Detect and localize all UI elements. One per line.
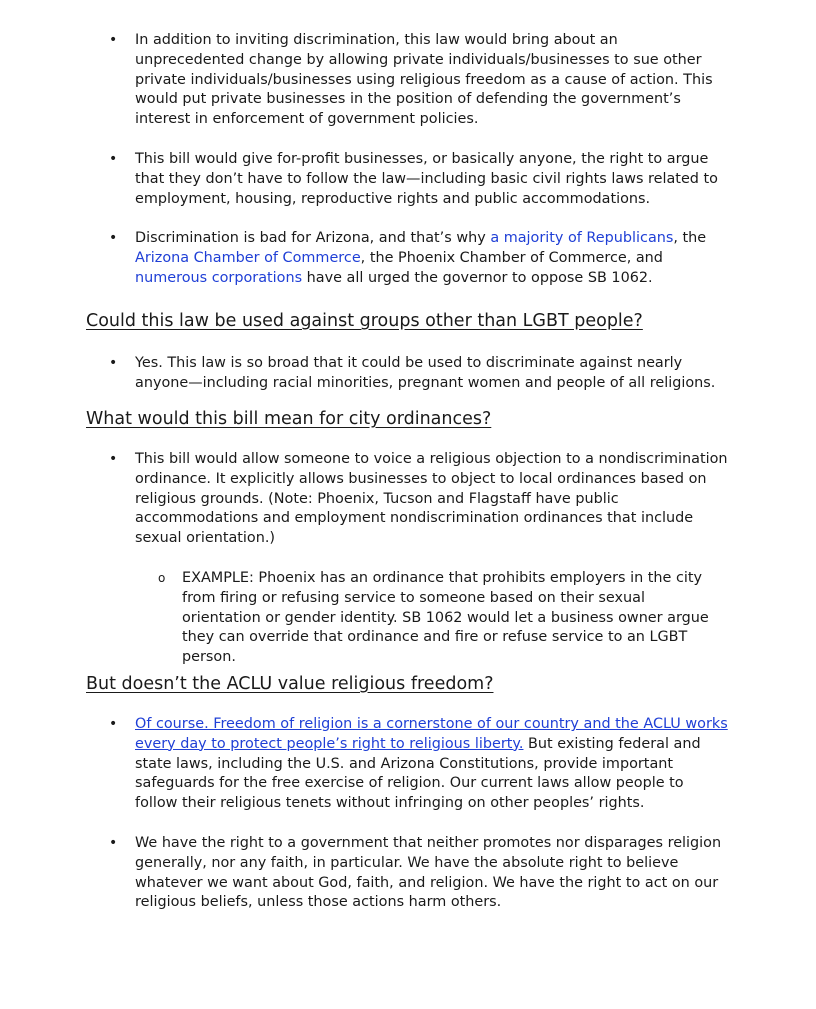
sub-bullet-list	[158, 569, 728, 668]
link-aclu-religious-liberty[interactable]: Of course. Freedom of religion is a cornerstone of our country and the ACLU works every day to protect people’s right to religious liberty.	[135, 716, 728, 752]
list-item	[109, 150, 729, 209]
section-heading: But doesn’t the ACLU value religious freedom?	[86, 674, 494, 694]
list-item-text: EXAMPLE: Phoenix has an ordinance that prohibits employers in the city from firing or refusing service to someone based on their sexual orientation or gender identity. SB 1062 would let a business owner argue they can override that ordinance and fire or refuse service to an LGBT person.	[182, 570, 709, 666]
bullet-icon: •	[109, 834, 118, 851]
list-item-text: , the Phoenix Chamber of Commerce, and	[360, 250, 663, 267]
bullet-icon: •	[109, 451, 118, 467]
bullet-icon: •	[109, 150, 118, 167]
link-corporations[interactable]: numerous corporations	[135, 269, 303, 286]
list-item-text: Yes. This law is so broad that it could be used to discriminate against nearly anyone—including racial minorities, pregnant women and people of all religions.	[135, 355, 716, 391]
list-item-text: Discrimination is bad for Arizona, and that’s why	[135, 230, 491, 247]
list-item	[109, 31, 729, 130]
section-heading: What would this bill mean for city ordinances?	[86, 409, 492, 429]
bullet-icon: •	[109, 32, 118, 48]
bullet-list-3	[109, 450, 729, 549]
list-item-text: But existing federal and state laws, including the U.S. and Arizona Constitutions, provide important safeguards for the free exercise of religion. Our current laws allow people to follow their religious tenets without infringing on other peoples’ rights.	[135, 735, 701, 812]
bullet-icon: •	[109, 230, 118, 247]
list-item	[109, 834, 729, 913]
link-arizona-chamber[interactable]: Arizona Chamber of Commerce	[135, 250, 361, 267]
circle-bullet-icon: o	[158, 571, 166, 585]
bullet-list-4	[109, 715, 729, 913]
bullet-list-1	[109, 31, 729, 289]
list-item-text: , the	[673, 230, 707, 247]
list-item-text: In addition to inviting discrimination, this law would bring about an unprecedented change by allowing private individuals/businesses to sue other private individuals/businesses using religious freedom as a cause of action. This would put private businesses in the position of defending the government’s interest in enforcement of government policies.	[135, 32, 713, 128]
list-item-text: This bill would give for-profit businesses, or basically anyone, the right to argue that they don’t have to follow the law—including basic civil rights laws related to employment, housing, reproductive rights and public accommodations.	[135, 150, 718, 207]
bullet-icon: •	[109, 355, 118, 371]
list-item-text: This bill would allow someone to voice a religious objection to a nondiscrimination ordinance. It explicitly allows businesses to object to local ordinances based on religious grounds. (Note: Phoenix, Tucson and Flagstaff have public accommodations and employment nondiscrimination ordinances that include sexual orientation.)	[135, 451, 728, 547]
bullet-list-2	[109, 354, 729, 394]
bullet-icon: •	[109, 716, 118, 732]
list-item	[109, 715, 729, 814]
link-republicans[interactable]: a majority of Republicans	[490, 230, 674, 247]
list-item	[109, 229, 729, 288]
list-item	[109, 450, 729, 549]
list-item	[109, 354, 729, 394]
section-heading: Could this law be used against groups other than LGBT people?	[86, 311, 643, 331]
list-item-text: We have the right to a government that neither promotes nor disparages religion generally, nor any faith, in particular. We have the absolute right to believe whatever we want about God, faith, and religion. We have the right to act on our religious beliefs, unless those actions harm others.	[135, 834, 722, 911]
list-item-text: have all urged the governor to oppose SB 1062.	[302, 269, 653, 286]
list-item	[158, 569, 728, 668]
